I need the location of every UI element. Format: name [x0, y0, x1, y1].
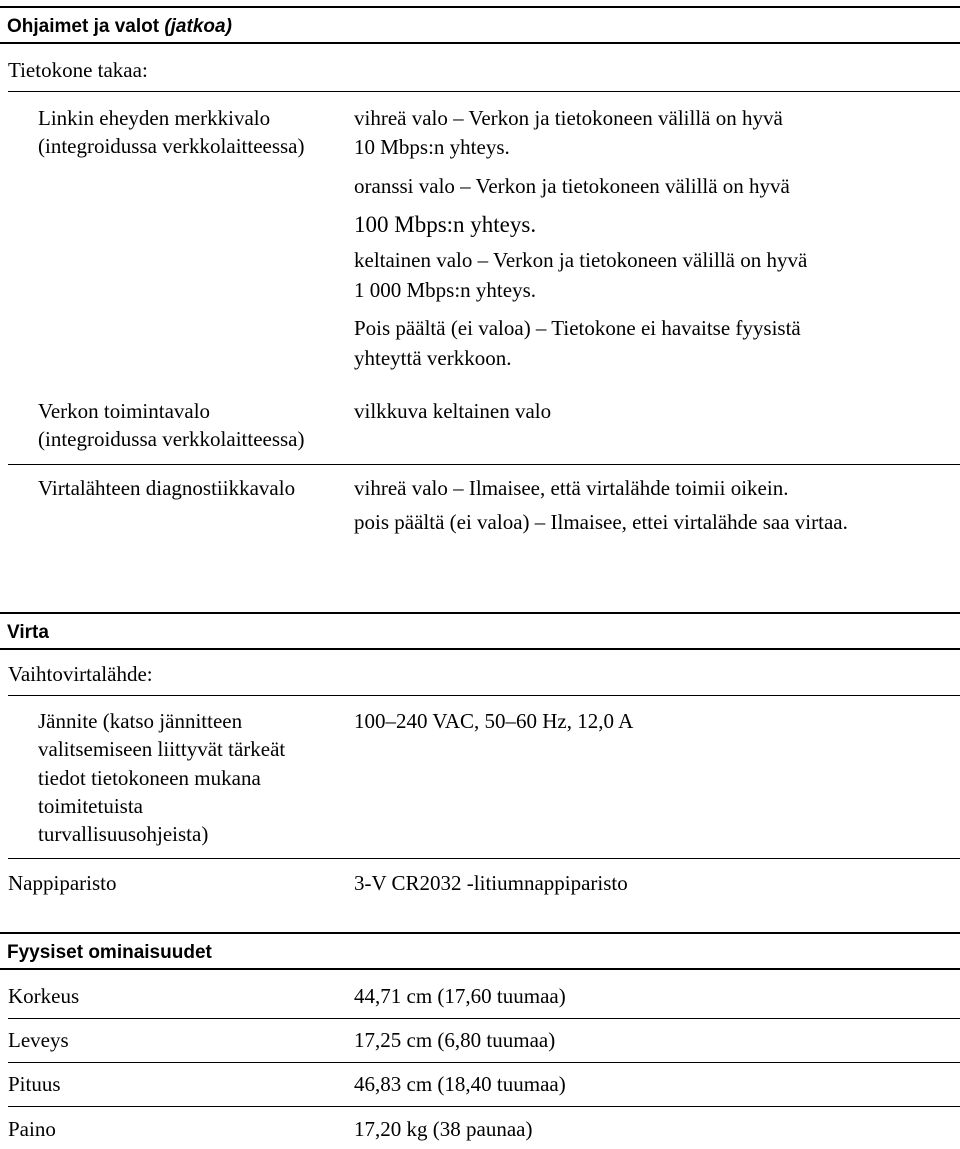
label-link-integrity-light [38, 104, 348, 161]
label-psu-diagnostic-light [38, 474, 348, 502]
row-divider [8, 1106, 960, 1107]
subsection-title-ac-power: Vaihtovirtalähde: [8, 660, 960, 696]
section-title-continued: (jatkoa) [164, 16, 232, 37]
value-height: 44,71 cm (17,60 tuumaa) [354, 984, 566, 1008]
label-line: Jännite (katso jännitteen [38, 709, 243, 733]
value-link-integrity-light [354, 104, 914, 373]
value-line: 1 000 Mbps:n yhteys. [354, 277, 537, 302]
label-voltage [38, 707, 348, 849]
value-line: oranssi valo – Verkon ja tietokoneen välillä on hyvä [354, 173, 790, 198]
value-voltage: 100–240 VAC, 50–60 Hz, 12,0 A [354, 709, 634, 733]
label-depth: Pituus [8, 1072, 61, 1096]
section-header-physical [0, 932, 960, 970]
value-line: Pois päältä (ei valoa) – Tietokone ei havaitse fyysistä [354, 316, 801, 341]
section-header-power [0, 612, 960, 650]
label-height: Korkeus [8, 984, 80, 1008]
label-line: (integroidussa verkkolaitteessa) [38, 134, 305, 159]
value-width: 17,25 cm (6,80 tuumaa) [354, 1028, 556, 1052]
value-weight: 17,20 kg (38 paunaa) [354, 1117, 533, 1141]
subsection-title-rear: Tietokone takaa: [8, 56, 960, 92]
label-line: Verkon toimintavalo [38, 399, 211, 423]
label-line: Virtalähteen diagnostiikkavalo [38, 476, 296, 500]
label-width: Leveys [8, 1028, 69, 1052]
label-weight: Paino [8, 1117, 56, 1141]
row-divider [8, 1062, 960, 1063]
value-line: 100 Mbps:n yhteys. [354, 212, 537, 238]
label-network-activity-light [38, 397, 348, 454]
value-psu-diagnostic-light [354, 474, 914, 538]
section-title: Virta [7, 622, 49, 643]
value-coin-battery: 3-V CR2032 -litiumnappiparisto [354, 871, 628, 895]
row-divider [8, 464, 960, 465]
label-coin-battery: Nappiparisto [8, 871, 117, 895]
value-line: pois päältä (ei valoa) – Ilmaisee, ettei virtalähde saa virtaa. [354, 510, 848, 535]
row-divider [8, 858, 960, 859]
value-line: vihreä valo – Ilmaisee, että virtalähde toimii oikein. [354, 476, 789, 500]
label-line: Linkin eheyden merkkivalo [38, 106, 271, 130]
value-line: vihreä valo – Verkon ja tietokoneen välillä on hyvä [354, 106, 783, 130]
value-line: keltainen valo – Verkon ja tietokoneen välillä on hyvä [354, 248, 808, 273]
value-line: yhteyttä verkkoon. [354, 345, 512, 370]
label-line: tiedot tietokoneen mukana [38, 765, 261, 790]
section-title: Ohjaimet ja valot [7, 16, 165, 37]
label-line: turvallisuusohjeista) [38, 822, 209, 847]
label-line: valitsemiseen liittyvät tärkeät [38, 737, 286, 762]
value-network-activity-light: vilkkuva keltainen valo [354, 399, 552, 423]
section-title: Fyysiset ominaisuudet [7, 942, 212, 963]
value-depth: 46,83 cm (18,40 tuumaa) [354, 1072, 566, 1096]
value-line: 10 Mbps:n yhteys. [354, 135, 510, 160]
row-divider [8, 1018, 960, 1019]
label-line: (integroidussa verkkolaitteessa) [38, 427, 305, 452]
label-line: toimitetuista [38, 794, 143, 819]
section-header-controls-lights [0, 6, 960, 44]
